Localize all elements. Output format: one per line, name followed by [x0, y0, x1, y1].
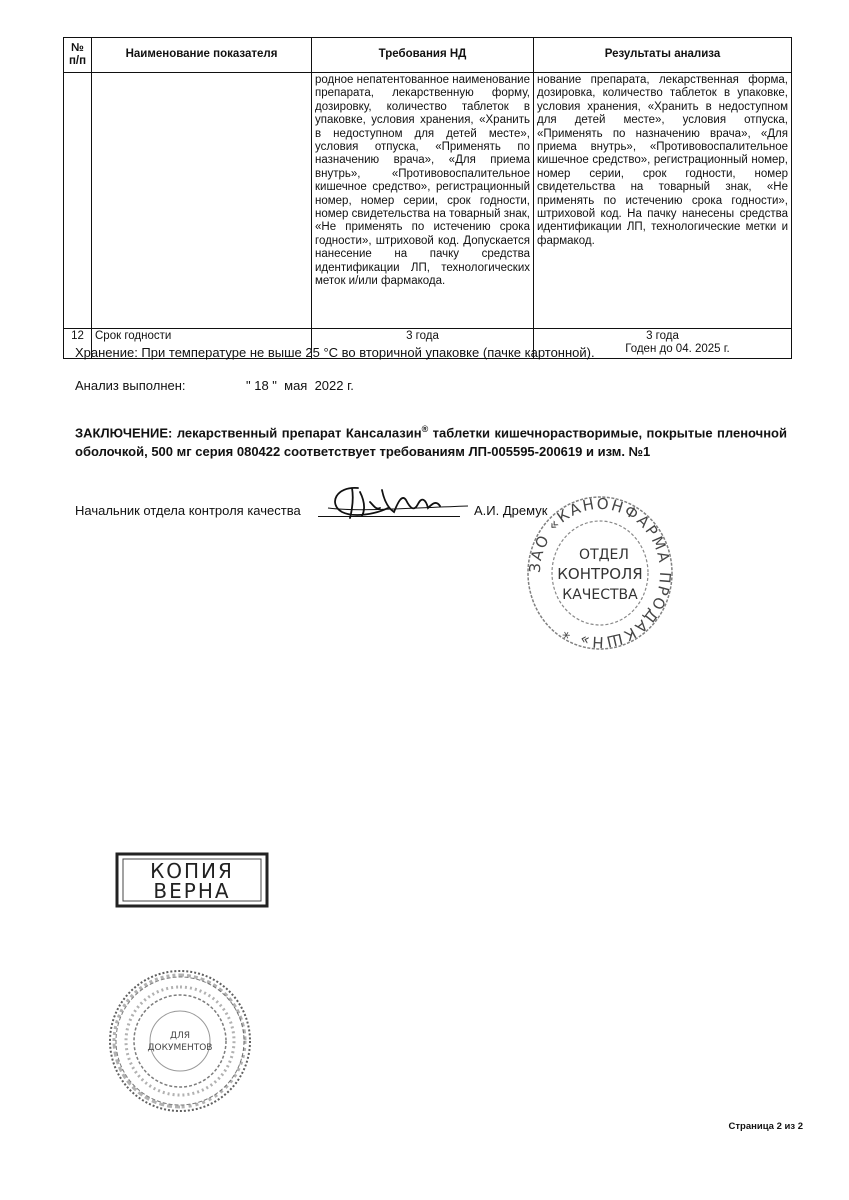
cell-name-empty	[92, 73, 312, 329]
copy-certified-stamp	[114, 851, 272, 909]
qc-department-stamp	[524, 493, 676, 655]
qc-line-3: КАЧЕСТВА	[562, 587, 638, 603]
header-result: Результаты анализа	[534, 38, 792, 73]
header-name: Наименование показателя	[92, 38, 312, 73]
signatory-name: А.И. Дремук	[474, 503, 548, 518]
qc-line-1: ОТДЕЛ	[579, 547, 629, 563]
handwritten-signature	[318, 478, 478, 526]
header-number: № п/п	[64, 38, 92, 73]
expiry-line: Годен до 04. 2025 г.	[625, 343, 730, 356]
page-number: Страница 2 из 2	[728, 1121, 803, 1132]
qc-ring-text: ЗАО «КАНОНФАРМА ПРОДАКШН» *	[525, 494, 675, 652]
cell-requirement: 3 года	[312, 329, 534, 359]
conclusion-part2: таблетки кишечнорастворимые, покрытые пленочной оболочкой, 500 мг серия 080422 соответствует требованиям ЛП-005595-200619 и изм. №1	[75, 425, 787, 460]
seal-line-1: ДЛЯ	[169, 1031, 191, 1041]
conclusion-part1: ЗАКЛЮЧЕНИЕ: лекарственный препарат Кансалазин	[75, 425, 422, 441]
cell-result: нование препарата, лекарственная форма, дозировка, количество таблеток в упаковке, условия хранения, «Хранить в недоступном для детей месте», условия отпуска, «Применять по назначению врача», «Для приема внутрь», «Противовоспалительное кишечное средство», регистрационный номер, номер серии, срок годности, номер свидетельства на товарный знак, «Не применять по истечению срока годности», штриховой код. На пачку нанесены средства идентификации ЛП, технологические метки и фармакод.	[534, 73, 792, 329]
conclusion	[75, 420, 787, 461]
header-requirement: Требования НД	[312, 38, 534, 73]
table-row	[64, 73, 792, 329]
table-header-row	[64, 38, 792, 73]
company-round-seal	[105, 966, 255, 1116]
qc-line-2: КОНТРОЛЯ	[557, 565, 643, 583]
analysis-date: " 18 " мая 2022 г.	[246, 378, 354, 393]
copy-line-2: ВЕРНА	[153, 879, 231, 903]
storage-text: Хранение: При температуре не выше 25 °С во вторичной упаковке (пачке картонной).	[75, 345, 595, 360]
signature-position: Начальник отдела контроля качества	[75, 503, 301, 518]
analysis-table	[63, 37, 792, 359]
copy-line-1: КОПИЯ	[150, 859, 234, 883]
registered-mark: ®	[421, 424, 429, 434]
seal-line-2: ДОКУМЕНТОВ	[147, 1043, 213, 1053]
analysis-label: Анализ выполнен:	[75, 378, 186, 393]
cell-number: 12	[64, 329, 92, 359]
cell-requirement: родное непатентованное наименование препарата, лекарственную форму, дозировку, количество таблеток в упаковке, условия хранения, «Хранить в недоступном для детей месте», условия отпуска, «Применять по назначению врача», «Для приема внутрь», «Противовоспалительное кишечное средство», регистрационный номер, номер серии, срок годности, номер свидетельства на товарный знак, «Не применять по истечению срока годности», штриховой код. Допускается нанесение на пачку средства идентификации ЛП, технологических меток и/или фармакода.	[312, 73, 534, 329]
cell-name: Срок годности	[92, 329, 312, 359]
cell-number-empty	[64, 73, 92, 329]
result-line: 3 года	[646, 330, 679, 342]
